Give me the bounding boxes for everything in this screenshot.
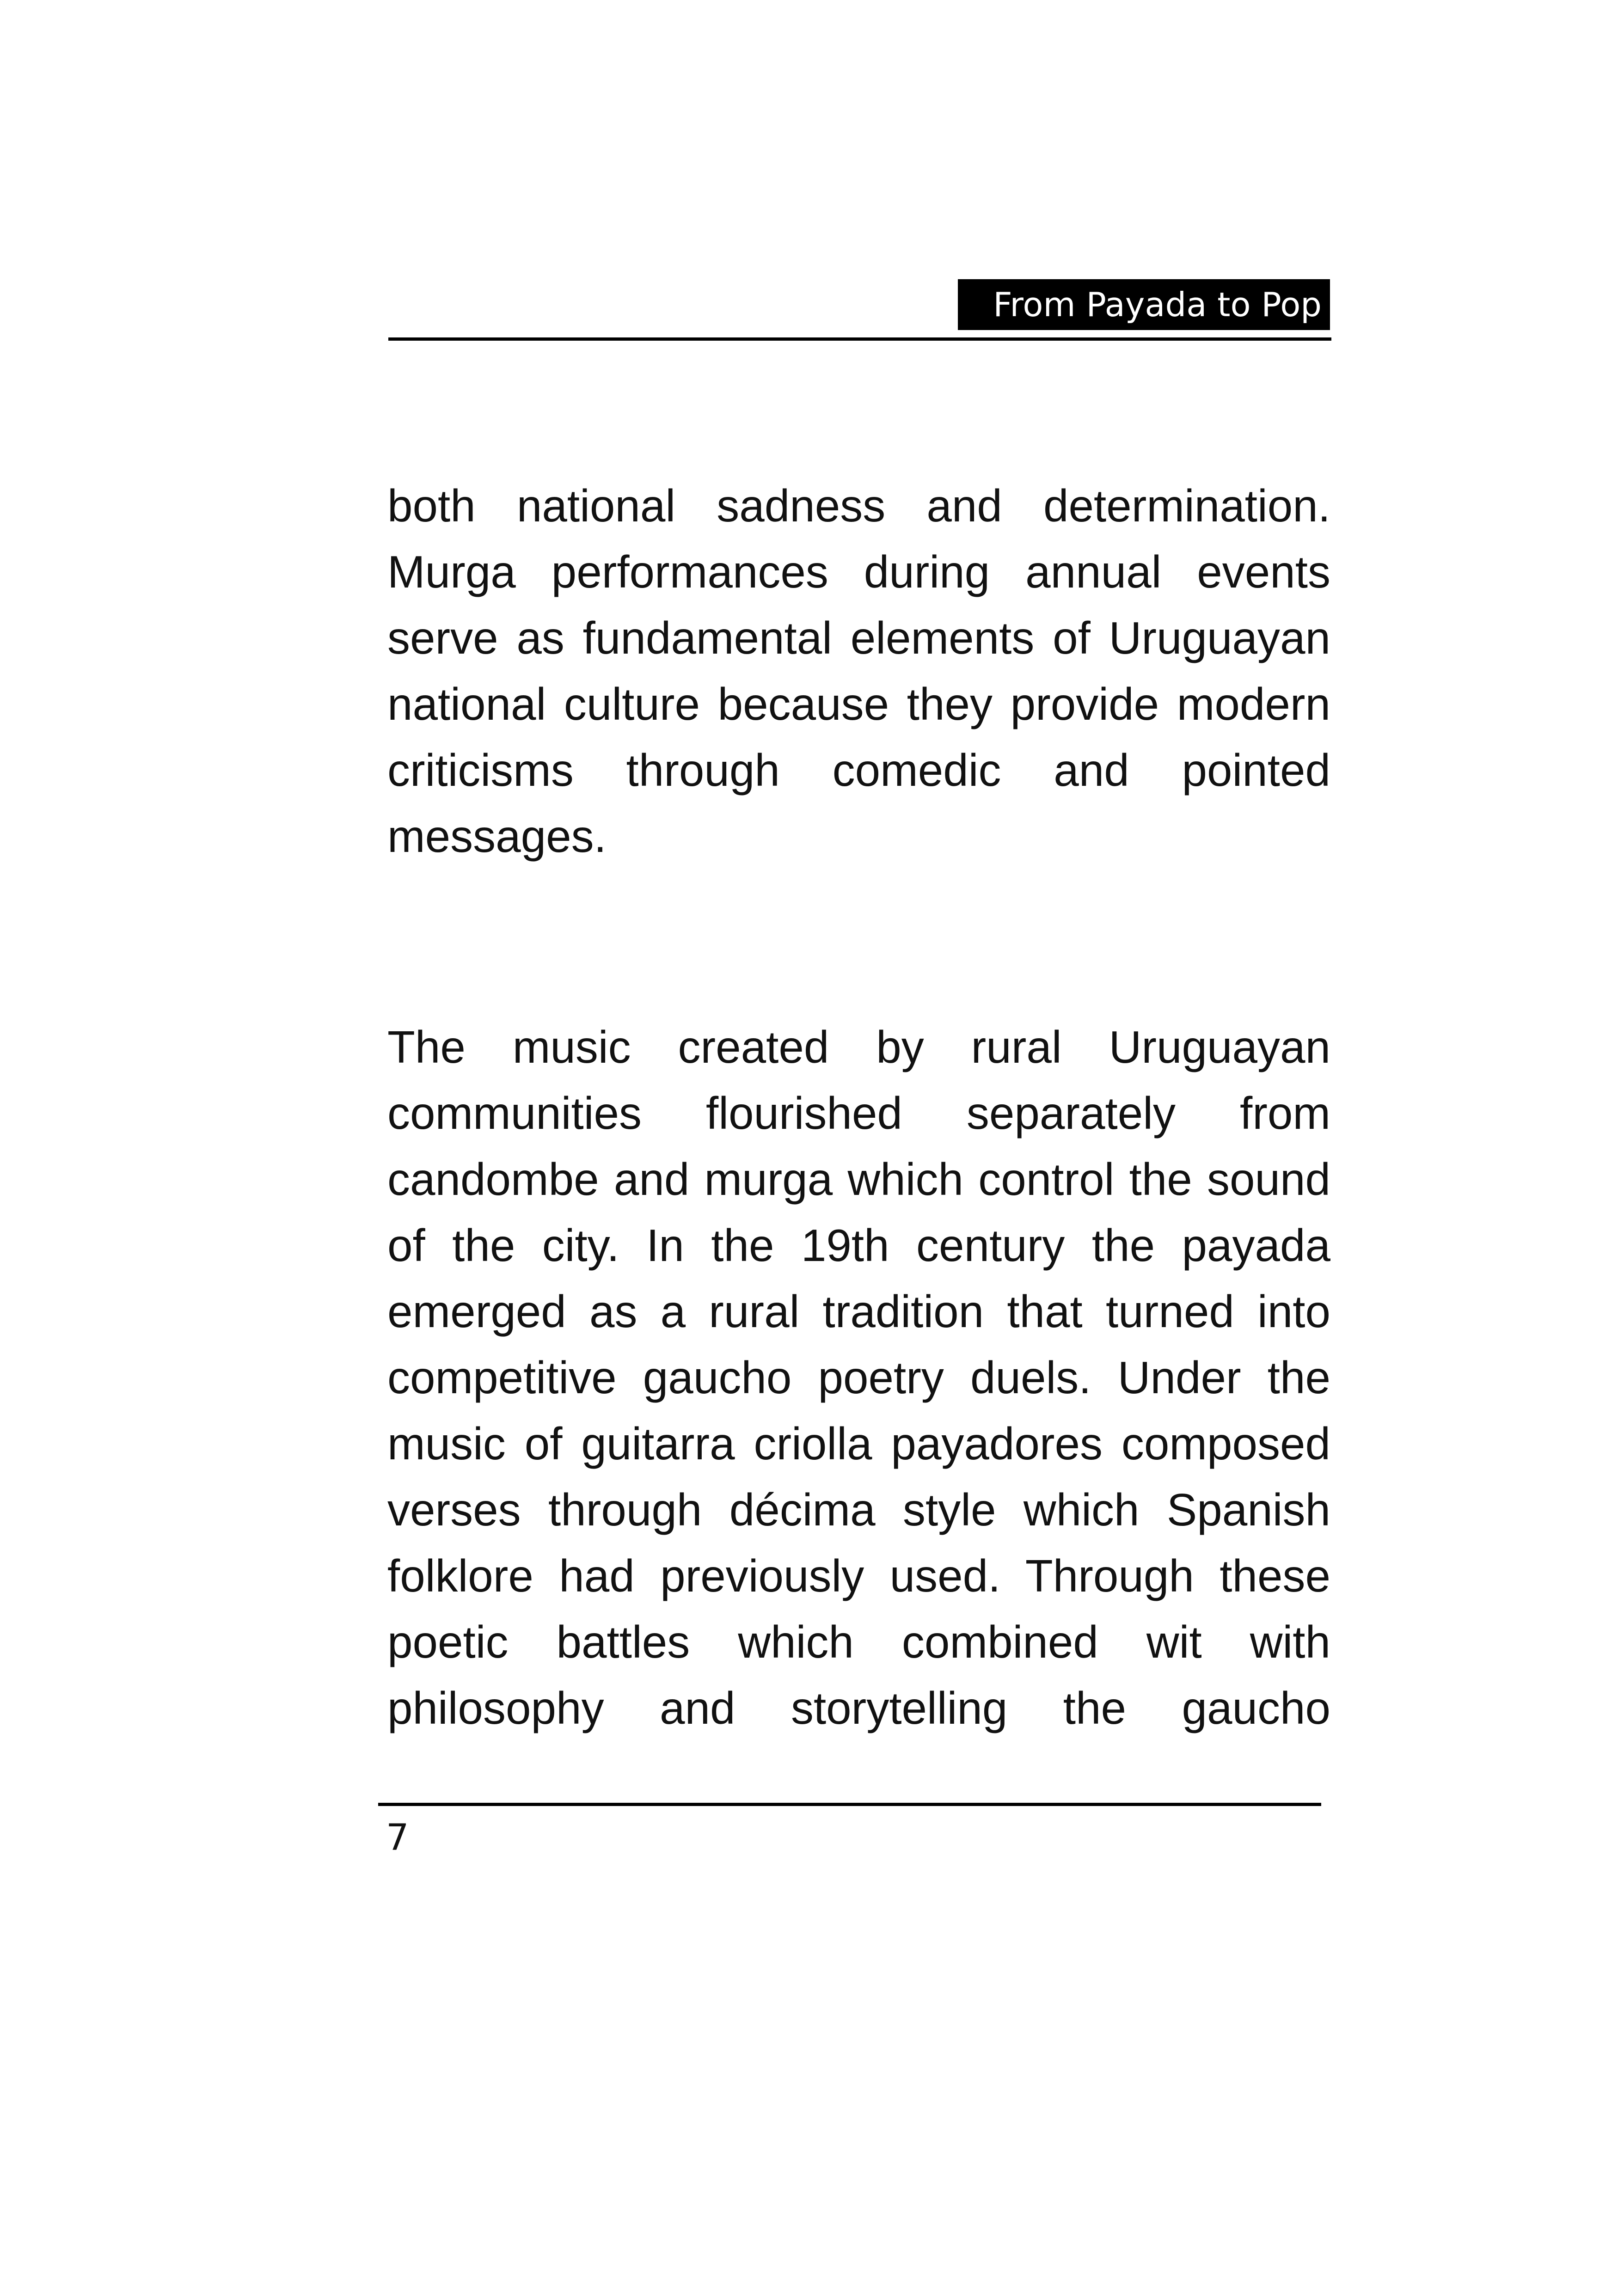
text-line: messages.: [387, 811, 607, 862]
text-line: verses through décima style which Spanish: [387, 1484, 1330, 1535]
text-line: poetic battles which combined wit with: [387, 1616, 1330, 1667]
text-line: national culture because they provide modern: [387, 679, 1330, 729]
text-line: folklore had previously used. Through these: [387, 1550, 1330, 1601]
paragraph-1: [387, 473, 1330, 869]
paragraph-2: [387, 1014, 1330, 1741]
text-line: of the city. In the 19th century the payada: [387, 1220, 1330, 1271]
text-line: criticisms through comedic and pointed: [387, 745, 1330, 796]
footer-divider: [378, 1803, 1321, 1806]
text-line: philosophy and storytelling the gaucho: [387, 1683, 1330, 1733]
running-title: From Payada to Pop: [958, 279, 1330, 330]
text-line: both national sadness and determination.: [387, 480, 1330, 531]
page-number: 7: [386, 1817, 409, 1859]
text-line: music of guitarra criolla payadores composed: [387, 1418, 1330, 1469]
header-divider: [388, 337, 1331, 341]
text-line: The music created by rural Uruguayan: [387, 1022, 1330, 1072]
text-line: emerged as a rural tradition that turned into: [387, 1286, 1330, 1337]
text-line: candombe and murga which control the sound: [387, 1154, 1330, 1205]
text-line: competitive gaucho poetry duels. Under the: [387, 1352, 1330, 1403]
text-line: serve as fundamental elements of Uruguayan: [387, 612, 1330, 663]
text-line: Murga performances during annual events: [387, 546, 1330, 597]
text-line: communities flourished separately from: [387, 1088, 1330, 1139]
